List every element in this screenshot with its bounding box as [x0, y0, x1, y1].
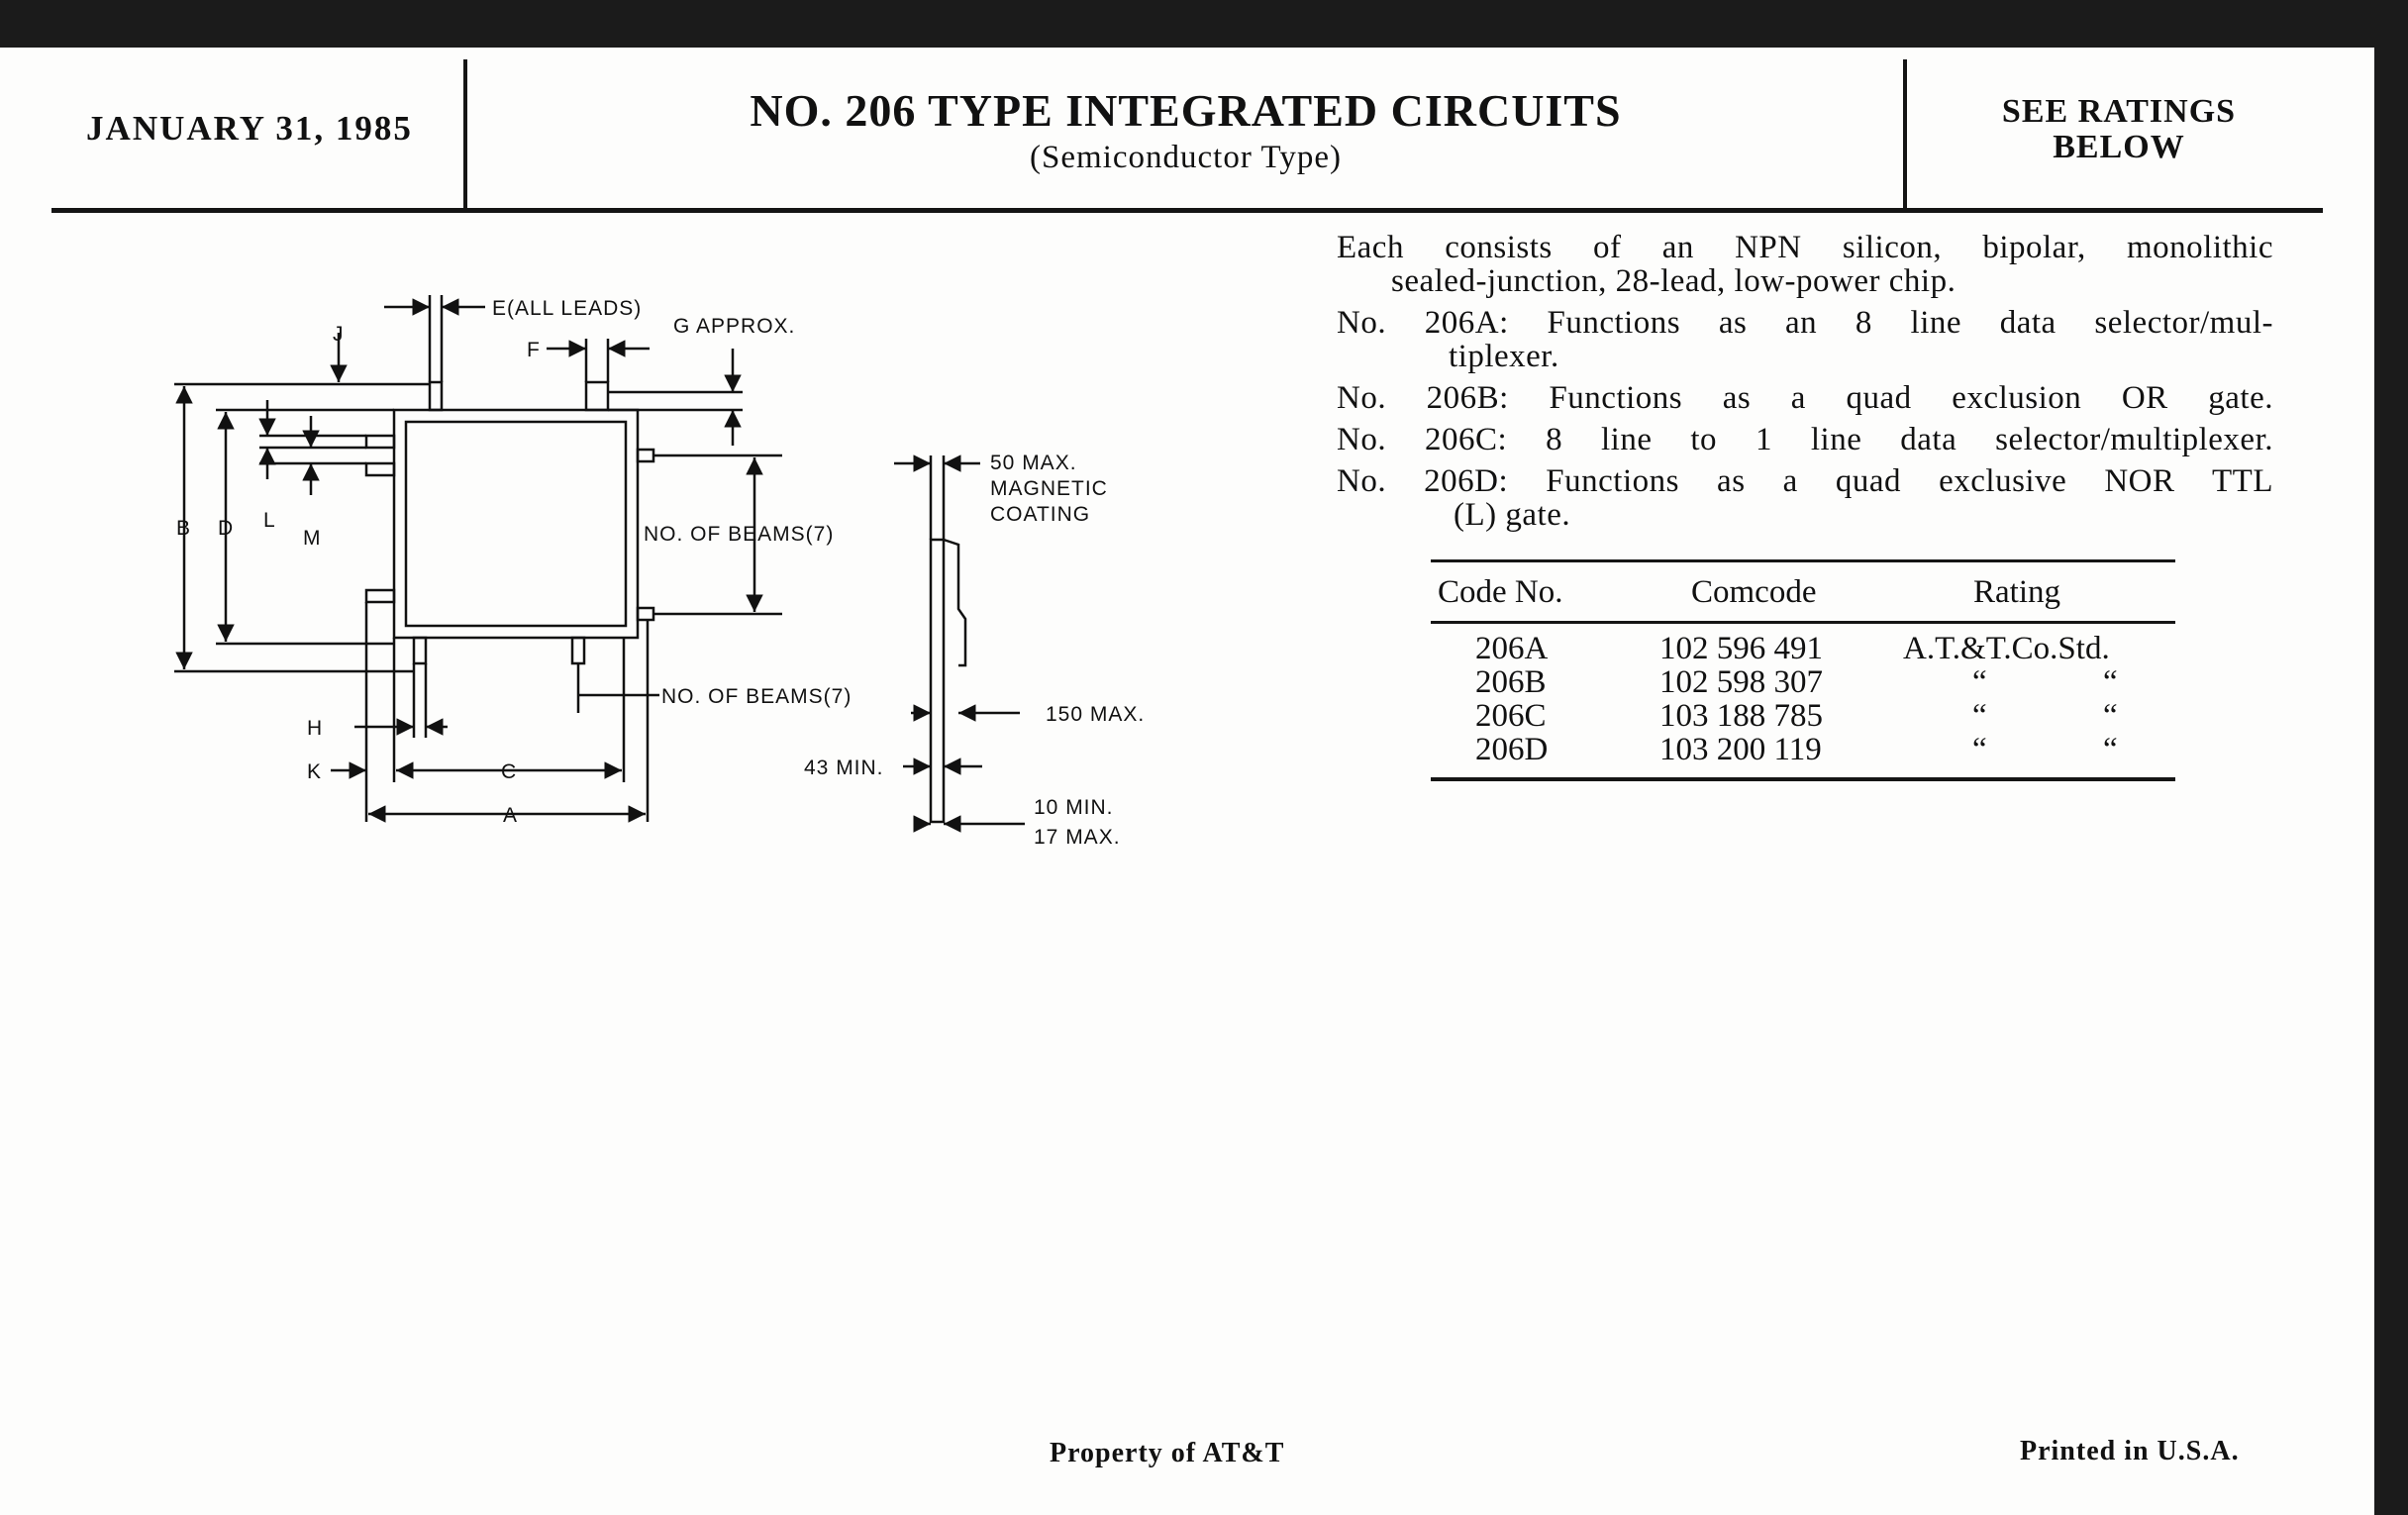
- lead-left-2: [366, 463, 394, 475]
- lead-top-left: [430, 382, 442, 410]
- description-206d-line2: (L) gate.: [1454, 497, 1571, 533]
- label-k: K: [307, 760, 323, 783]
- lead-right-bottom: [638, 608, 653, 620]
- description-206c: No. 206C: 8 line to 1 line data selector/multiplexer.: [1337, 422, 2273, 457]
- profile-coating: [944, 540, 965, 665]
- label-coating: COATING: [990, 503, 1091, 526]
- label-m: M: [303, 527, 322, 550]
- label-coating-max: 50 MAX.: [990, 452, 1077, 474]
- cell-comcode: 103 200 119: [1659, 732, 1822, 767]
- scan-right-border: [2374, 0, 2408, 1515]
- description-intro-line2: sealed-junction, 28-lead, low-power chip.: [1391, 263, 1956, 299]
- ratings-note-line2: BELOW: [2053, 129, 2185, 165]
- lead-left-1: [366, 436, 394, 448]
- lead-left-3: [366, 590, 394, 602]
- label-l: L: [263, 509, 276, 532]
- label-beams-bottom: NO. OF BEAMS(7): [661, 685, 853, 708]
- table-header-code: Code No.: [1438, 574, 1563, 610]
- chip-body-inner: [406, 422, 626, 626]
- cell-ditto-left: “: [1972, 732, 1987, 767]
- cell-ditto-right: “: [2103, 664, 2118, 700]
- cell-code: 206B: [1475, 664, 1547, 700]
- table-header-comcode: Comcode: [1691, 574, 1817, 610]
- label-g-approx: G APPROX.: [673, 315, 796, 338]
- footer-property: Property of AT&T: [1050, 1438, 1285, 1468]
- page-subtitle: (Semiconductor Type): [1030, 140, 1342, 175]
- cell-code: 206C: [1475, 698, 1547, 734]
- cell-rating: A.T.&T.Co.Std.: [1903, 631, 2110, 666]
- label-d: D: [218, 517, 235, 540]
- table-top-rule: [1431, 559, 2175, 562]
- label-150-max: 150 MAX.: [1046, 703, 1146, 726]
- issue-date: JANUARY 31, 1985: [86, 109, 413, 148]
- page-title: NO. 206 TYPE INTEGRATED CIRCUITS: [750, 85, 1622, 136]
- lead-bottom-left: [414, 638, 426, 663]
- description-206b: No. 206B: Functions as a quad exclusion OR gate.: [1337, 380, 2273, 416]
- label-beams-right: NO. OF BEAMS(7): [644, 523, 835, 546]
- label-10-min: 10 MIN.: [1034, 796, 1114, 819]
- label-a: A: [503, 804, 519, 827]
- description-206a-line2: tiplexer.: [1449, 339, 1559, 374]
- lead-bottom-right: [572, 638, 584, 663]
- table-header-rule: [1431, 621, 2175, 624]
- label-h: H: [307, 717, 324, 740]
- label-e-all-leads: E(ALL LEADS): [492, 297, 643, 320]
- label-j: J: [333, 323, 345, 346]
- table-bottom-rule: [1431, 777, 2175, 781]
- label-17-max: 17 MAX.: [1034, 826, 1121, 849]
- description-intro-line1: Each consists of an NPN silicon, bipolar, monolithic: [1337, 230, 2273, 265]
- cell-comcode: 103 188 785: [1659, 698, 1823, 734]
- cell-ditto-right: “: [2103, 732, 2118, 767]
- label-c: C: [501, 760, 518, 783]
- lead-right-top: [638, 450, 653, 461]
- footer-printed: Printed in U.S.A.: [2020, 1436, 2240, 1466]
- lead-top-right: [586, 382, 608, 410]
- cell-ditto-right: “: [2103, 698, 2118, 734]
- cell-comcode: 102 596 491: [1659, 631, 1823, 666]
- ratings-note: [1911, 94, 2327, 165]
- chip-outline-drawing: [0, 0, 1287, 891]
- chip-body-outer: [394, 410, 638, 638]
- description-206a-line1: No. 206A: Functions as an 8 line data selector/mul-: [1337, 305, 2273, 341]
- ratings-note-line1: SEE RATINGS: [2001, 93, 2237, 130]
- cell-code: 206A: [1475, 631, 1549, 666]
- label-f: F: [527, 339, 541, 361]
- cell-ditto-left: “: [1972, 664, 1987, 700]
- profile-body: [931, 540, 944, 822]
- table-header-rating: Rating: [1973, 574, 2060, 610]
- description-206d-line1: No. 206D: Functions as a quad exclusive NOR TTL: [1337, 463, 2273, 499]
- label-43-min: 43 MIN.: [804, 757, 884, 779]
- label-coating-magnetic: MAGNETIC: [990, 477, 1108, 500]
- cell-ditto-left: “: [1972, 698, 1987, 734]
- label-b: B: [176, 517, 192, 540]
- cell-code: 206D: [1475, 732, 1549, 767]
- cell-comcode: 102 598 307: [1659, 664, 1823, 700]
